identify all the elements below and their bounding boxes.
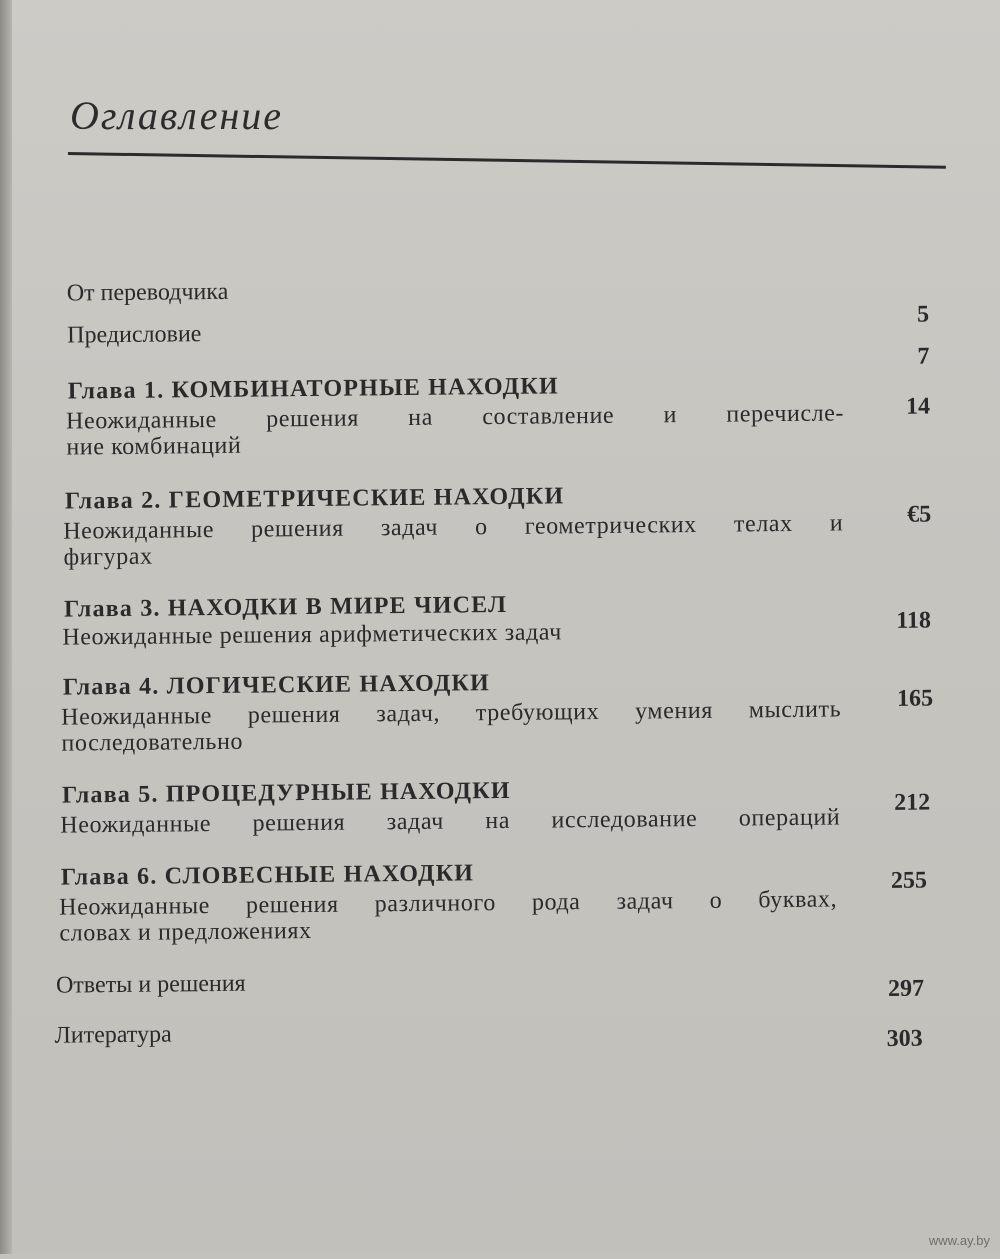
chapter-5-heading: Глава 5. ПРОЦЕДУРНЫЕ НАХОДКИ xyxy=(61,777,511,809)
chapter-6-page: 255 xyxy=(890,867,928,894)
chapter-1-heading: Глава 1. КОМБИНАТОРНЫЕ НАХОДКИ xyxy=(67,373,559,405)
chapter-4-description-cont: последовательно xyxy=(61,728,244,757)
chapter-2-description-cont: фигурах xyxy=(63,543,153,571)
watermark: www.ay.by xyxy=(928,1233,990,1248)
toc-page-translator: 5 xyxy=(916,301,930,328)
chapter-1-page: 14 xyxy=(905,393,931,420)
chapter-4-description: Неожиданные решения задач, требующих умения мыслить xyxy=(61,696,842,731)
chapter-6-description: Неожиданные решения различного рода задач о буквах, xyxy=(59,886,838,921)
chapter-3-heading: Глава 3. НАХОДКИ В МИРЕ ЧИСЕЛ xyxy=(63,591,508,623)
chapter-5-description: Неожиданные решения задач на исследование операций xyxy=(60,804,841,839)
chapter-2-heading: Глава 2. ГЕОМЕТРИЧЕСКИЕ НАХОДКИ xyxy=(64,483,565,515)
toc-page-literature: 303 xyxy=(886,1025,923,1052)
chapter-4-page: 165 xyxy=(896,685,934,712)
toc-page-answers: 297 xyxy=(887,975,925,1002)
chapter-2-description: Неожиданные решения задач о геометрических телах и xyxy=(63,510,844,545)
chapter-1-description-cont: ние комбинаций xyxy=(66,432,242,461)
toc-entry-answers: Ответы и решения xyxy=(55,970,246,999)
chapter-3-description: Неожиданные решения арифметических задач xyxy=(62,619,562,651)
chapter-1-description: Неожиданные решения на составление и перечисле- xyxy=(65,400,845,435)
chapter-2-page: €5 xyxy=(906,501,932,528)
chapter-6-description-cont: словах и предложениях xyxy=(59,917,312,947)
chapter-4-heading: Глава 4. ЛОГИЧЕСКИЕ НАХОДКИ xyxy=(62,670,491,701)
chapter-5-page: 212 xyxy=(894,789,931,816)
toc-page-preface: 7 xyxy=(917,343,930,370)
toc-entry-preface: Предисловие xyxy=(67,321,202,349)
toc-entry-literature: Литература xyxy=(54,1021,172,1049)
page-title: Оглавление xyxy=(70,93,284,138)
chapter-3-page: 118 xyxy=(896,607,932,634)
toc-entry-translator: От переводчика xyxy=(66,278,229,307)
chapter-6-heading: Глава 6. СЛОВЕСНЫЕ НАХОДКИ xyxy=(60,860,475,891)
